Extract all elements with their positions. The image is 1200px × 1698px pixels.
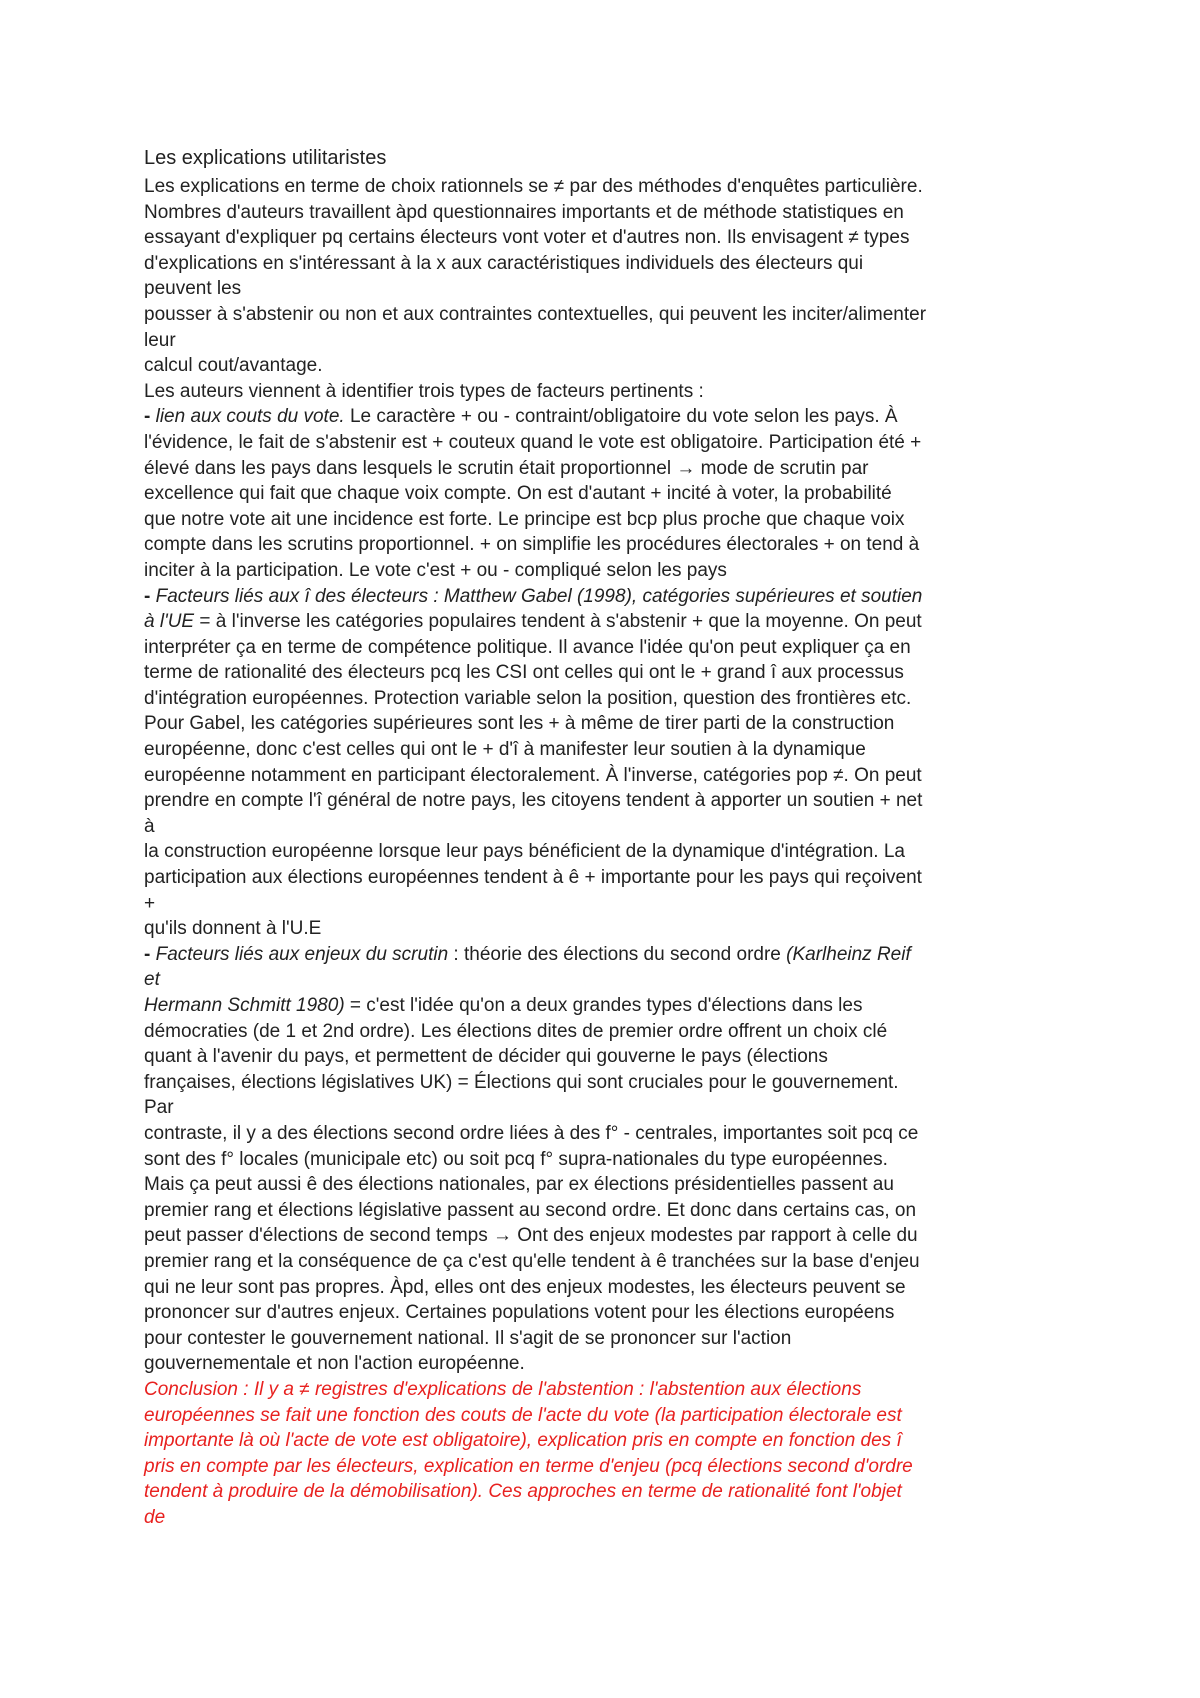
text-line: excellence qui fait que chaque voix compte. On est d'autant + incité à voter, la probabilité xyxy=(144,483,892,505)
point-1 xyxy=(144,404,1084,583)
text-line: leur xyxy=(144,329,176,351)
point-2-lead: Facteurs liés aux î des électeurs : Matthew Gabel (1998), catégories supérieures et soutien xyxy=(155,585,923,607)
text-line: Pour Gabel, les catégories supérieures sont les + à même de tirer parti de la construction xyxy=(144,713,895,735)
text-line: sont des f° locales (municipale etc) ou soit pcq f° supra-nationales du type européennes. xyxy=(144,1148,888,1170)
point-3 xyxy=(144,942,1084,1377)
bullet-dash: - xyxy=(144,585,151,607)
text-line: démocraties (de 1 et 2nd ordre). Les élections dites de premier ordre offrent un choix clé xyxy=(144,1020,888,1042)
conclusion-line: pris en compte par les électeurs, explication en terme d'enjeu (pcq élections second d'ordre xyxy=(144,1455,913,1477)
text-line xyxy=(144,993,1084,1019)
text-line: prendre en compte l'î général de notre pays, les citoyens tendent à apporter un soutien + net xyxy=(144,790,923,812)
text-line: Les auteurs viennent à identifier trois types de facteurs pertinents : xyxy=(144,380,704,402)
conclusion-line: tendent à produire de la démobilisation). Ces approches en terme de rationalité font l'objet xyxy=(144,1481,902,1503)
text-line: qu'ils donnent à l'U.E xyxy=(144,918,322,940)
text-line: françaises, élections législatives UK) = Élections qui sont cruciales pour le gouvernement. xyxy=(144,1071,899,1093)
section-heading: Les explications utilitaristes xyxy=(144,147,387,169)
text-line: d'explications en s'intéressant à la x aux caractéristiques individuels des électeurs qui xyxy=(144,252,864,274)
text-line: participation aux élections européennes tendent à ê + importante pour les pays qui reçoivent xyxy=(144,867,922,889)
conclusion-line: européennes se fait une fonction des couts de l'acte du vote (la participation électorale est xyxy=(144,1404,902,1426)
text-line: la construction européenne lorsque leur pays bénéficient de la dynamique d'intégration. La xyxy=(144,841,905,863)
text-line: l'évidence, le fait de s'abstenir est + couteux quand le vote est obligatoire. Participation été + xyxy=(144,431,922,453)
text-line: premier rang et élections législative passent au second ordre. Et donc dans certains cas, on xyxy=(144,1199,917,1221)
point-3-citation: (Karlheinz Reif xyxy=(786,943,911,965)
text-line: peut passer d'élections de second temps → Ont des enjeux modestes par rapport à celle du xyxy=(144,1225,918,1247)
text-line: interpréter ça en terme de compétence politique. Il avance l'idée qu'on peut expliquer ça en xyxy=(144,636,911,658)
text-line: Mais ça peut aussi ê des élections nationales, par ex élections présidentielles passent au xyxy=(144,1174,894,1196)
text-line: terme de rationalité des électeurs pcq les CSI ont celles qui ont le + grand î aux processus xyxy=(144,662,904,684)
bullet-line xyxy=(144,404,1084,430)
point-1-lead: lien aux couts du vote. xyxy=(155,406,345,428)
bullet-line xyxy=(144,942,1084,968)
text-line: inciter à la participation. Le vote c'est + ou - compliqué selon les pays xyxy=(144,559,727,581)
text-line xyxy=(144,609,1084,635)
text-line: + xyxy=(144,892,156,914)
text-line: élevé dans les pays dans lesquels le scrutin était proportionnel → mode de scrutin par xyxy=(144,457,869,479)
conclusion-line: importante là où l'acte de vote est obligatoire), explication pris en compte en fonction des î xyxy=(144,1430,902,1452)
point-3-lead-rest: : théorie des élections du second ordre xyxy=(448,943,787,965)
text-line: essayant d'expliquer pq certains électeurs vont voter et d'autres non. Ils envisagent ≠ types xyxy=(144,227,910,249)
point-3-lead: Facteurs liés aux enjeux du scrutin xyxy=(155,943,449,965)
bullet-dash: - xyxy=(144,943,151,965)
text-line: à xyxy=(144,815,155,837)
text-line: premier rang et la conséquence de ça c'est qu'elle tendent à ê tranchées sur la base d'enjeu xyxy=(144,1250,920,1272)
bullet-dash: - xyxy=(144,406,151,428)
text-line: et xyxy=(144,969,160,991)
text-line: compte dans les scrutins proportionnel. + on simplifie les procédures électorales + on tend à xyxy=(144,534,920,556)
text-line: Nombres d'auteurs travaillent àpd questionnaires importants et de méthode statistiques en xyxy=(144,201,904,223)
point-2 xyxy=(144,584,1084,942)
document-page xyxy=(144,144,1084,1530)
point-2-lead-cont: à l'UE xyxy=(144,611,195,633)
text-line: quant à l'avenir du pays, et permettent de décider qui gouverne le pays (élections xyxy=(144,1046,828,1068)
conclusion-paragraph xyxy=(144,1377,1084,1531)
bullet-line xyxy=(144,584,1084,610)
conclusion-line: de xyxy=(144,1506,166,1528)
text-line: gouvernementale et non l'action européenne. xyxy=(144,1353,525,1375)
text-line: européenne notamment en participant électoralement. À l'inverse, catégories pop ≠. On peut xyxy=(144,764,922,786)
text-line: pousser à s'abstenir ou non et aux contraintes contextuelles, qui peuvent les inciter/alimenter xyxy=(144,303,927,325)
text-line: prononcer sur d'autres enjeux. Certaines populations votent pour les élections européens xyxy=(144,1302,895,1324)
point-2-lead-rest: = à l'inverse les catégories populaires tendent à s'abstenir + que la moyenne. On peut xyxy=(194,611,922,633)
text-line: qui ne leur sont pas propres. Àpd, elles ont des enjeux modestes, les électeurs peuvent se xyxy=(144,1276,906,1298)
text-line: Par xyxy=(144,1097,174,1119)
point-1-lead-rest: Le caractère + ou - contraint/obligatoire du vote selon les pays. À xyxy=(344,406,898,428)
text-line: que notre vote ait une incidence est forte. Le principe est bcp plus proche que chaque voix xyxy=(144,508,905,530)
intro-paragraph xyxy=(144,174,1084,404)
text-line: européenne, donc c'est celles qui ont le + d'î à manifester leur soutien à la dynamique xyxy=(144,739,866,761)
text-line: pour contester le gouvernement national. Il s'agit de se prononcer sur l'action xyxy=(144,1327,792,1349)
conclusion-line: Conclusion : Il y a ≠ registres d'explications de l'abstention : l'abstention aux élections xyxy=(144,1378,862,1400)
text-line: calcul cout/avantage. xyxy=(144,355,323,377)
text-line: Les explications en terme de choix rationnels se ≠ par des méthodes d'enquêtes particulière. xyxy=(144,176,923,197)
point-3-definition: = c'est l'idée qu'on a deux grandes types d'élections dans les xyxy=(344,995,863,1016)
text-line: contraste, il y a des élections second ordre liées à des f° - centrales, importantes soit pcq ce xyxy=(144,1122,919,1144)
point-3-citation-cont: Hermann Schmitt 1980) xyxy=(144,995,345,1016)
text-line: peuvent les xyxy=(144,278,242,300)
text-line: d'intégration européennes. Protection variable selon la position, question des frontières etc. xyxy=(144,687,912,709)
